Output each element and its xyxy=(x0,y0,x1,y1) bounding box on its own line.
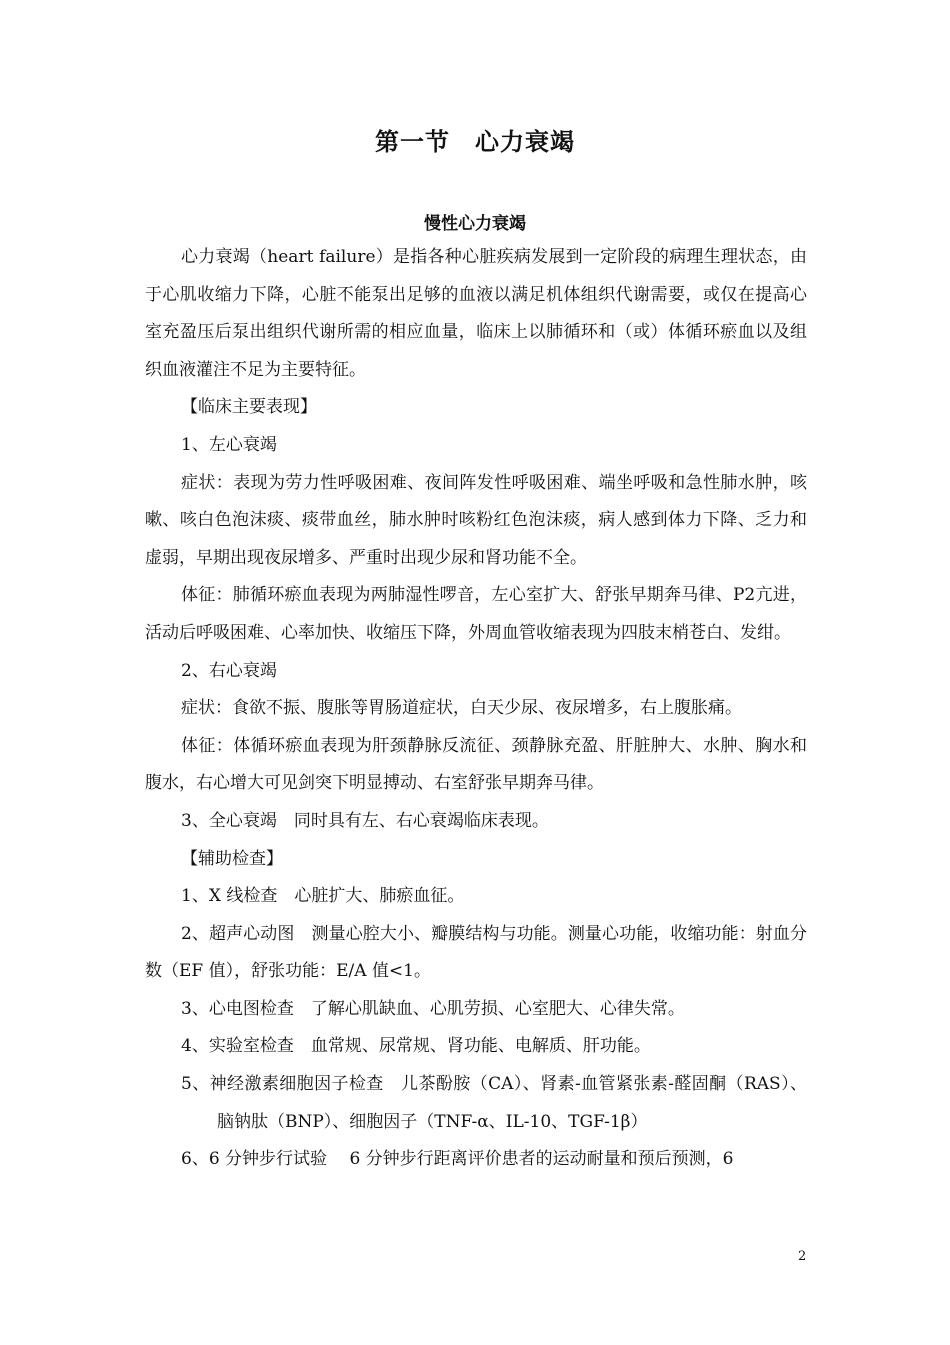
right-signs-paragraph: 体征：体循环瘀血表现为肝颈静脉反流征、颈静脉充盈、肝脏肿大、水肿、胸水和腹水，右心增大可见剑突下明显搏动、右室舒张早期奔马律。 xyxy=(145,735,807,794)
left-heart-failure-heading: 1、左心衰竭 xyxy=(181,434,277,455)
left-signs-paragraph: 体征：肺循环瘀血表现为两肺湿性啰音，左心室扩大、舒张早期奔马律、P2亢进，活动后呼吸困难、心率加快、收缩压下降，外周血管收缩表现为四肢末梢苍白、发绀。 xyxy=(145,585,807,643)
intro-paragraph: 心力衰竭（heart failure）是指各种心脏疾病发展到一定阶段的病理生理状态，由于心肌收缩力下降，心脏不能泵出足够的血液以满足机体组织代谢需要，或仅在提高心室充盈压后泵出组织代谢所需的相应血量，临床上以肺循环和（或）体循环瘀血以及组织血液灌注不足为主要特征。 xyxy=(145,247,807,380)
page-number: 2 xyxy=(798,1249,807,1264)
clinical-heading: 【临床主要表现】 xyxy=(181,397,317,418)
subsection-title: 慢性心力衰竭 xyxy=(424,214,526,234)
section-title: 第一节 心力衰竭 xyxy=(375,128,575,156)
six-minute-walk-item: 6、6 分钟步行试验 6 分钟步行距离评价患者的运动耐量和预后预测，6 xyxy=(181,1149,734,1170)
right-heart-failure-heading: 2、右心衰竭 xyxy=(181,660,277,681)
whole-heart-failure-paragraph: 3、全心衰竭 同时具有左、右心衰竭临床表现。 xyxy=(181,810,549,831)
document-body xyxy=(145,239,807,1179)
ecg-item: 3、心电图检查 了解心肌缺血、心肌劳损、心室肥大、心律失常。 xyxy=(181,998,685,1019)
right-symptoms-paragraph: 症状：食欲不振、腹胀等胃肠道症状，白天少尿、夜尿增多，右上腹胀痛。 xyxy=(181,698,742,719)
echocardiogram-item: 2、超声心动图 测量心腔大小、瓣膜结构与功能。测量心功能，收缩功能：射血分数（EF 值），舒张功能：E/A 值<1。 xyxy=(145,923,807,982)
xray-exam-item: 1、X 线检查 心脏扩大、肺瘀血征。 xyxy=(181,886,465,907)
lab-exam-item: 4、实验室检查 血常规、尿常规、肾功能、电解质、肝功能。 xyxy=(181,1036,651,1057)
neurohormone-exam-item: 5、神经激素细胞因子检查 儿茶酚胺（CA）、肾素-血管紧张素-醛固酮（RAS）、脑钠肽（BNP）、细胞因子（TNF-α、IL-10、TGF-1β） xyxy=(181,1074,807,1132)
left-symptoms-paragraph: 症状：表现为劳力性呼吸困难、夜间阵发性呼吸困难、端坐呼吸和急性肺水肿，咳嗽、咳白色泡沫痰、痰带血丝，肺水肿时咳粉红色泡沫痰，病人感到体力下降、乏力和虚弱，早期出现夜尿增多、严重时出现少尿和肾功能不全。 xyxy=(145,472,807,568)
auxiliary-exam-heading: 【辅助检查】 xyxy=(181,848,283,869)
